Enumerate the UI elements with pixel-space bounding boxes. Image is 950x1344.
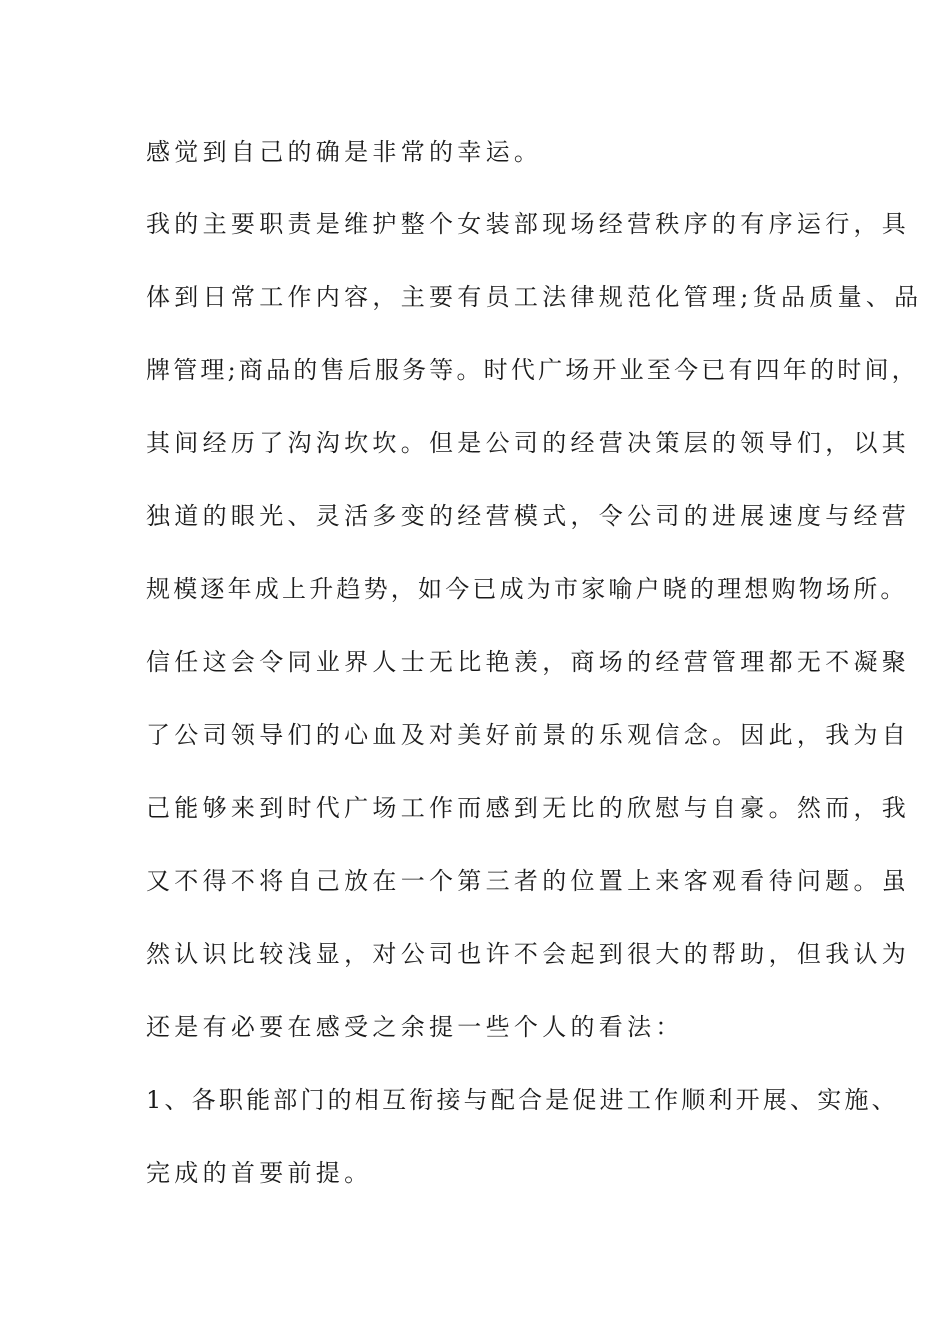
paragraph-line: 信任这会令同业界人士无比艳羡，商场的经营管理都无不凝聚 [146,648,911,676]
paragraph-line: 规模逐年成上升趋势，如今已成为市家喻户晓的理想购物场所。 [146,575,908,603]
paragraph-line: 还是有必要在感受之余提一些个人的看法： [146,1013,684,1041]
paragraph-line: 了公司领导们的心血及对美好前景的乐观信念。因此，我为自 [146,721,911,749]
paragraph-line: 又不得不将自己放在一个第三者的位置上来客观看待问题。虽 [146,867,911,895]
paragraph-line: 独道的眼光、灵活多变的经营模式，令公司的进展速度与经营 [146,502,911,530]
paragraph-line: 牌管理;商品的售后服务等。时代广场开业至今已有四年的时间， [146,356,919,384]
paragraph-line: 其间经历了沟沟坎坎。但是公司的经营决策层的领导们，以其 [146,429,911,457]
numbered-list-item-continuation: 完成的首要前提。 [146,1159,373,1187]
paragraph-line: 感觉到自己的确是非常的幸运。 [146,138,543,166]
paragraph-line: 我的主要职责是维护整个女装部现场经营秩序的有序运行，具 [146,210,911,238]
paragraph-line: 体到日常工作内容，主要有员工法律规范化管理;货品质量、品 [146,283,923,311]
paragraph-line: 然认识比较浅显，对公司也许不会起到很大的帮助，但我认为 [146,940,911,968]
numbered-list-item: 1、各职能部门的相互衔接与配合是促进工作顺利开展、实施、 [146,1086,899,1114]
paragraph-line: 己能够来到时代广场工作而感到无比的欣慰与自豪。然而，我 [146,794,911,822]
